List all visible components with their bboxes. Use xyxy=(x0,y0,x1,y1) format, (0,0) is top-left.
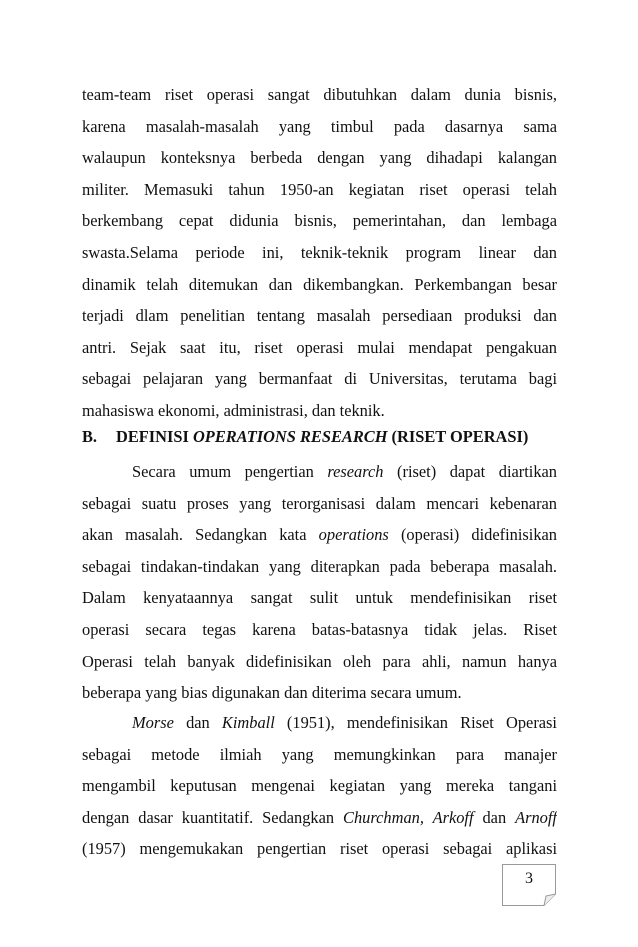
paragraph-experts xyxy=(82,707,557,865)
text-run: (1951), mendefinisikan Riset Operasi xyxy=(274,713,557,732)
heading-suffix: (RISET OPERASI) xyxy=(387,427,529,446)
page-number-box xyxy=(502,864,556,906)
paragraph-definition xyxy=(82,456,557,709)
italic-term: research xyxy=(327,462,384,481)
text-run: dan xyxy=(473,807,516,827)
text-line xyxy=(82,802,557,834)
page-number: 3 xyxy=(525,870,533,887)
italic-name: Morse xyxy=(132,713,174,732)
paragraph-history xyxy=(82,79,557,427)
text-line: team-team riset operasi sangat dibutuhkan dalam dunia bisnis, xyxy=(82,85,557,104)
heading-prefix: DEFINISI xyxy=(116,427,193,446)
text-line: sebagai suatu proses yang terorganisasi dalam mencari kebenaran xyxy=(82,493,557,513)
text-line: sebagai metode ilmiah yang memungkinkan para manajer xyxy=(82,744,557,764)
text-line: antri. Sejak saat itu, riset operasi mulai mendapat pengakuan xyxy=(82,337,557,357)
text-line: beberapa yang bias digunakan dan diterima secara umum. xyxy=(82,683,462,703)
text-line: sebagai pelajaran yang bermanfaat di Universitas, terutama bagi xyxy=(82,369,557,389)
italic-name: Kimball xyxy=(221,713,275,732)
text-line: mengambil keputusan mengenai kegiatan yang mereka tangani xyxy=(82,776,557,796)
section-letter: B. xyxy=(82,427,98,446)
text-line: Dalam kenyataannya sangat sulit untuk mendefinisikan riset xyxy=(82,588,557,608)
text-line: terjadi dlam penelitian tentang masalah persediaan produksi dan xyxy=(82,306,557,326)
text-line: karena masalah-masalah yang timbul pada dasarnya sama xyxy=(82,116,557,136)
heading-italic: OPERATIONS RESEARCH xyxy=(192,427,388,446)
text-line: dinamik telah ditemukan dan dikembangkan. Perkembangan besar xyxy=(82,274,557,294)
text-run: akan masalah. Sedangkan kata xyxy=(82,525,319,545)
text-run: (riset) dapat diartikan xyxy=(383,462,557,481)
text-line xyxy=(82,519,557,551)
italic-term: operations xyxy=(318,525,389,545)
text-line: swasta.Selama periode ini, teknik-teknik program linear dan xyxy=(82,242,557,262)
text-line: Operasi telah banyak didefinisikan oleh para ahli, namun hanya xyxy=(82,651,557,671)
text-line: berkembang cepat didunia bisnis, pemerintahan, dan lembaga xyxy=(82,211,557,231)
text-run: dan xyxy=(173,713,222,732)
text-run: (operasi) didefinisikan xyxy=(388,525,557,545)
italic-name: Churchman, Arkoff xyxy=(343,807,474,827)
section-heading xyxy=(82,427,562,447)
text-run: dengan dasar kuantitatif. Sedangkan xyxy=(82,807,344,827)
text-line: (1957) mengemukakan pengertian riset operasi sebagai aplikasi xyxy=(82,839,557,859)
text-line xyxy=(82,707,557,739)
italic-name: Arnoff xyxy=(515,807,557,827)
text-line: sebagai tindakan-tindakan yang diterapkan pada beberapa masalah. xyxy=(82,556,557,576)
text-line xyxy=(82,456,557,488)
text-line: militer. Memasuki tahun 1950-an kegiatan riset operasi telah xyxy=(82,179,557,199)
text-line: operasi secara tegas karena batas-batasnya tidak jelas. Riset xyxy=(82,619,557,639)
text-line: mahasiswa ekonomi, administrasi, dan teknik. xyxy=(82,400,385,420)
text-run: Secara umum pengertian xyxy=(132,462,328,481)
text-line: walaupun konteksnya berbeda dengan yang dihadapi kalangan xyxy=(82,148,557,168)
